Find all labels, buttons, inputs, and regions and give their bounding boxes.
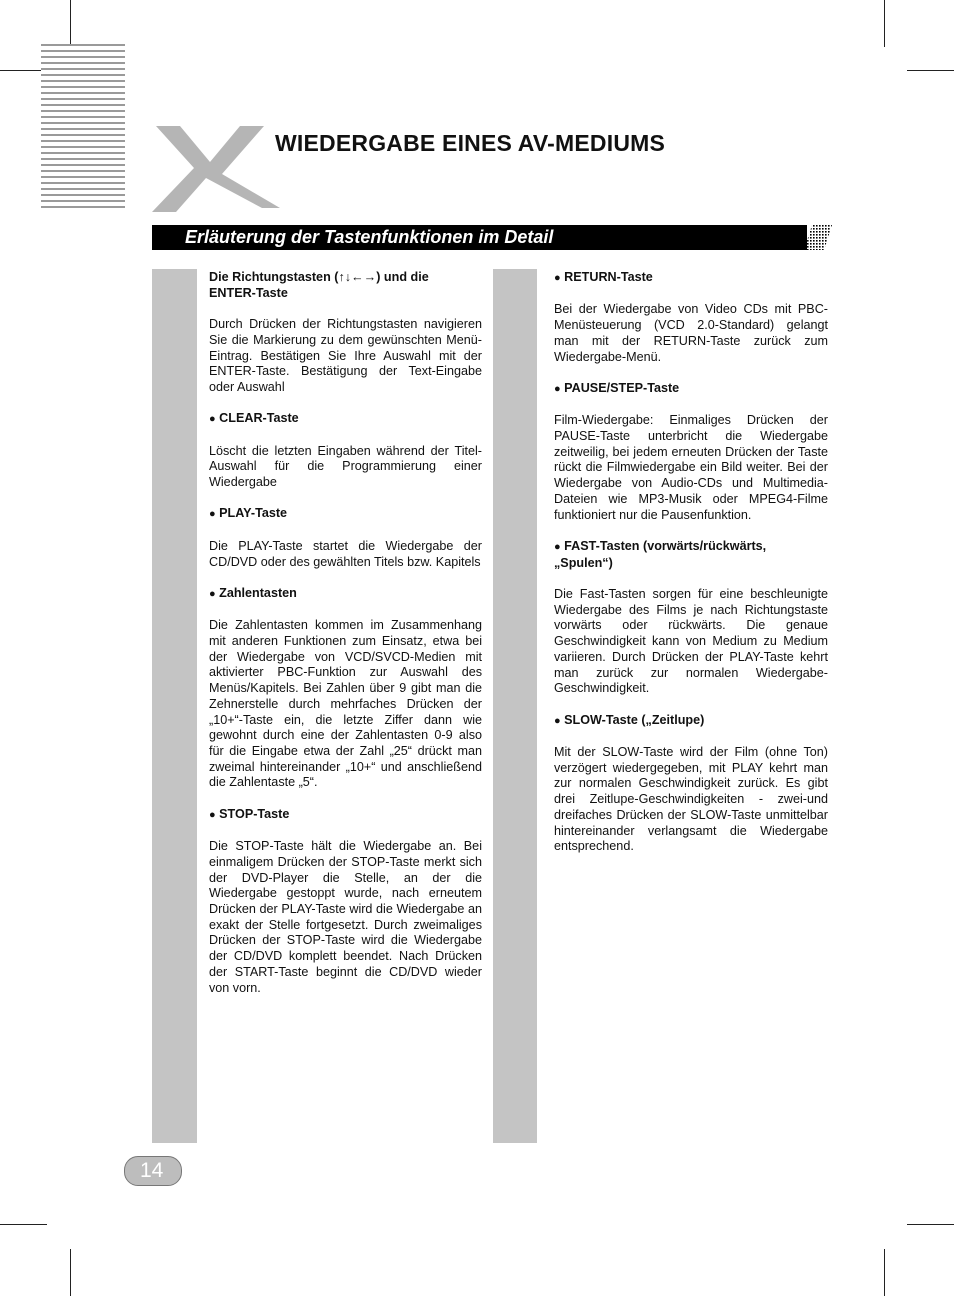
left-text-column <box>209 270 482 1012</box>
paragraph: Mit der SLOW-Taste wird der Film (ohne Ton) verzögert wiedergegeben, mit PLAY kehrt man zur normalen Geschwindigkeit zurück. Es gibt drei Zeitlupe-Geschwindigkeiten - zwei-und dreifaches Drücken der SLOW-Taste unmittelbar hintereinander verlangsamt die Wiedergabe entsprechend. <box>554 744 828 854</box>
bullet-icon: ● <box>209 808 216 821</box>
page-title: WIEDERGABE EINES AV-MEDIUMS <box>275 130 666 156</box>
right-text-column <box>554 270 828 871</box>
section-heading: ● PAUSE/STEP-Taste <box>554 380 680 395</box>
crop-mark <box>884 0 885 47</box>
crop-mark <box>907 1224 954 1225</box>
section-heading: ● Zahlentasten <box>209 585 297 600</box>
crop-mark <box>0 1224 47 1225</box>
x-logo-icon <box>146 122 280 212</box>
crop-mark <box>884 1249 885 1296</box>
paragraph: Die Zahlentasten kommen im Zusammenhang mit anderen Funktionen zum Einsatz, etwa bei der Wiedergabe von VCD/SVCD-Medien mit aktivierter PBC-Funktion zur Auswahl des Menüs/Kapitels. Bei Zahlen über 9 gibt man die Zehnerstelle durch mehrfaches Drücken der „10+“-Taste ein, die letzte Ziffer dann wie gewohnt durch eine der Zahlentasten 0-9 also für die Eingabe etwa der Zahl „25“ drückt man zweimal hintereinander „10+“ und anschließend die Zahlentaste „5“. <box>209 618 482 790</box>
arrow-keys-icon: ↑↓←→ <box>338 270 377 284</box>
dot-pattern-decoration <box>804 225 832 250</box>
paragraph: Löscht die letzten Eingaben während der Titel-Auswahl für die Programmierung einer Wiedergabe <box>209 443 482 490</box>
paragraph: Die PLAY-Taste startet die Wiedergabe der CD/DVD oder des gewählten Titels bzw. Kapitels <box>209 538 482 569</box>
page-number: 14 <box>140 1159 164 1182</box>
right-gray-sidebar <box>493 269 537 1143</box>
paragraph: Bei der Wiedergabe von Video CDs mit PBC-Menüsteuerung (VCD 2.0-Standard) gelangt man mit der RETURN-Taste zurück zum Wiedergabe-Menü. <box>554 302 828 364</box>
bullet-icon: ● <box>554 272 561 284</box>
page-number-badge <box>124 1156 182 1186</box>
section-title: Erläuterung der Tastenfunktionen im Detail <box>185 227 554 247</box>
paragraph: Durch Drücken der Richtungstasten navigieren Sie die Markierung zu dem gewünschten Menü-Eintrag. Bestätigen Sie Ihre Auswahl mit der ENTER-Taste. Bestätigung der Text-Eingabe oder Auswahl <box>209 317 482 394</box>
section-heading: ● STOP-Taste <box>209 806 290 821</box>
bullet-icon: ● <box>554 540 561 553</box>
paragraph: Film-Wiedergabe: Einmaliges Drücken der PAUSE-Taste unterbricht die Wiedergabe zeitweilig, bei jedem erneuten Drücken der Taste rückt die Filmwiedergabe ein Bild weiter. Bei der Wiedergabe von Audio-CDs und Multimedia-Dateien wie MP3-Musik oder MPEG4-Filme funktioniert nur die Pausenfunktion. <box>554 413 828 522</box>
section-heading: ● SLOW-Taste („Zeitlupe) <box>554 712 705 727</box>
paragraph: Die Fast-Tasten sorgen für eine beschleunigte Wiedergabe des Films je nach Richtungstaste vorwärts oder rückwärts. Die genaue Geschwindigkeit kann von Medium zu Medium variieren. Durch Drücken der PLAY-Taste kehrt man zurück zur normalen Wiedergabe-Geschwindigkeit. <box>554 586 828 696</box>
section-heading: ● CLEAR-Taste <box>209 411 299 426</box>
section-heading: ● RETURN-Taste <box>554 270 653 284</box>
section-heading: ● FAST-Tasten (vorwärts/rückwärts, „Spulen“) <box>554 538 767 570</box>
section-header-bar <box>152 225 807 250</box>
bullet-icon: ● <box>209 508 216 521</box>
section-heading: Die Richtungstasten (↑↓←→) und die ENTER-Taste <box>209 270 429 300</box>
crop-mark <box>907 70 954 71</box>
bullet-icon: ● <box>554 382 561 395</box>
crop-mark <box>70 0 71 47</box>
section-heading: ● PLAY-Taste <box>209 506 288 521</box>
bullet-icon: ● <box>209 413 216 426</box>
bullet-icon: ● <box>209 587 216 600</box>
left-gray-sidebar <box>152 269 197 1143</box>
crop-mark <box>0 70 47 71</box>
decorative-stripes <box>41 44 125 210</box>
paragraph: Die STOP-Taste hält die Wiedergabe an. Bei einmaligem Drücken der STOP-Taste merkt sich der DVD-Player die Stelle, an der die Wiedergabe gestoppt wurde, nach erneutem Drücken der PLAY-Taste wird die Wiedergabe an exakt der Stelle fortgesetzt. Durch zweimaliges Drücken der STOP-Taste wird die Wiedergabe der CD/DVD komplett beendet. Nach Drücken der START-Taste beginnt die CD/DVD wieder von vorn. <box>209 839 482 995</box>
bullet-icon: ● <box>554 714 561 727</box>
crop-mark <box>70 1249 71 1296</box>
